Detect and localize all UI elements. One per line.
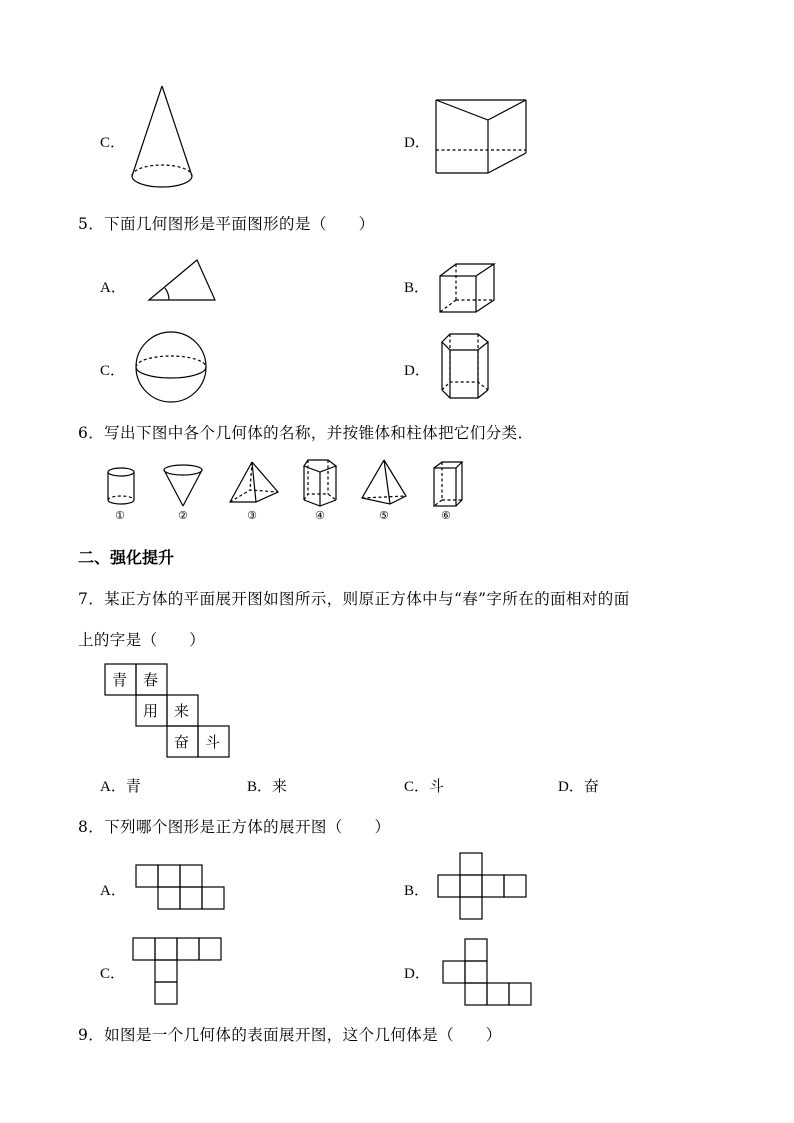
net-cell-qing: 青 [112,671,128,689]
q7-choice-a[interactable]: A．青 [100,779,141,795]
q5-option-b-label: B． [404,280,430,296]
figure-label-6: ⑥ [441,509,451,522]
figure-label-2: ② [178,509,188,522]
q8-option-c-label: C． [100,966,126,982]
cone-figure [130,84,200,194]
cube-figure [438,262,500,314]
net-cell-yong: 用 [143,702,159,720]
figure-label-3: ③ [247,509,257,522]
question-7-text-line1: 7．某正方体的平面展开图如图所示，则原正方体中与“春”字所在的面相对的面 [78,590,630,608]
net-option-d [442,938,536,1008]
net-cell-lai: 来 [174,702,190,720]
figure-label-4: ④ [315,509,325,522]
q7-choice-d[interactable]: D．奋 [558,779,599,795]
q7-choice-b[interactable]: B．来 [247,779,288,795]
question-6-text: 6．写出下图中各个几何体的名称，并按锥体和柱体把它们分类． [78,424,534,442]
q5-option-c-label: C． [100,363,126,379]
q7-choice-c[interactable]: C．斗 [404,779,445,795]
q5-option-d-label: D． [404,363,430,379]
question-8-text: 8．下列哪个图形是正方体的展开图（ ） [78,818,391,836]
q8-option-d-label: D． [404,966,430,982]
figure-label-5: ⑤ [379,509,389,522]
inverted-cone-figure [162,464,206,510]
net-option-c [132,937,226,1007]
angle-triangle-figure [145,256,220,306]
net-cell-dou: 斗 [205,733,221,751]
section-title: 二、强化提升 [78,548,175,567]
pentagonal-prism-figure [302,458,340,510]
q4-option-c-label: C． [100,135,126,151]
triangular-pyramid-figure [360,458,410,508]
hexagonal-prism-figure [440,332,495,402]
question-9-text: 9．如图是一个几何体的表面展开图，这个几何体是（ ） [78,1026,502,1044]
net-option-b [437,852,531,922]
sphere-figure [134,330,214,406]
figure-label-1: ① [115,509,125,522]
net-cell-fen: 奋 [174,733,190,751]
square-pyramid-figure [228,460,282,506]
q4-option-d-label: D． [404,135,430,151]
cylinder-figure [106,466,138,508]
rectangular-prism-figure [432,460,466,510]
q8-option-a-label: A． [100,883,126,899]
question-5-text: 5．下面几何图形是平面图形的是（ ） [78,215,375,233]
triangular-prism-figure [434,98,534,178]
net-cell-chun: 春 [143,671,159,689]
net-option-a [135,864,229,912]
q8-option-b-label: B． [404,883,430,899]
question-7-text-line2: 上的字是（ ） [78,631,206,649]
q5-option-a-label: A． [100,280,126,296]
